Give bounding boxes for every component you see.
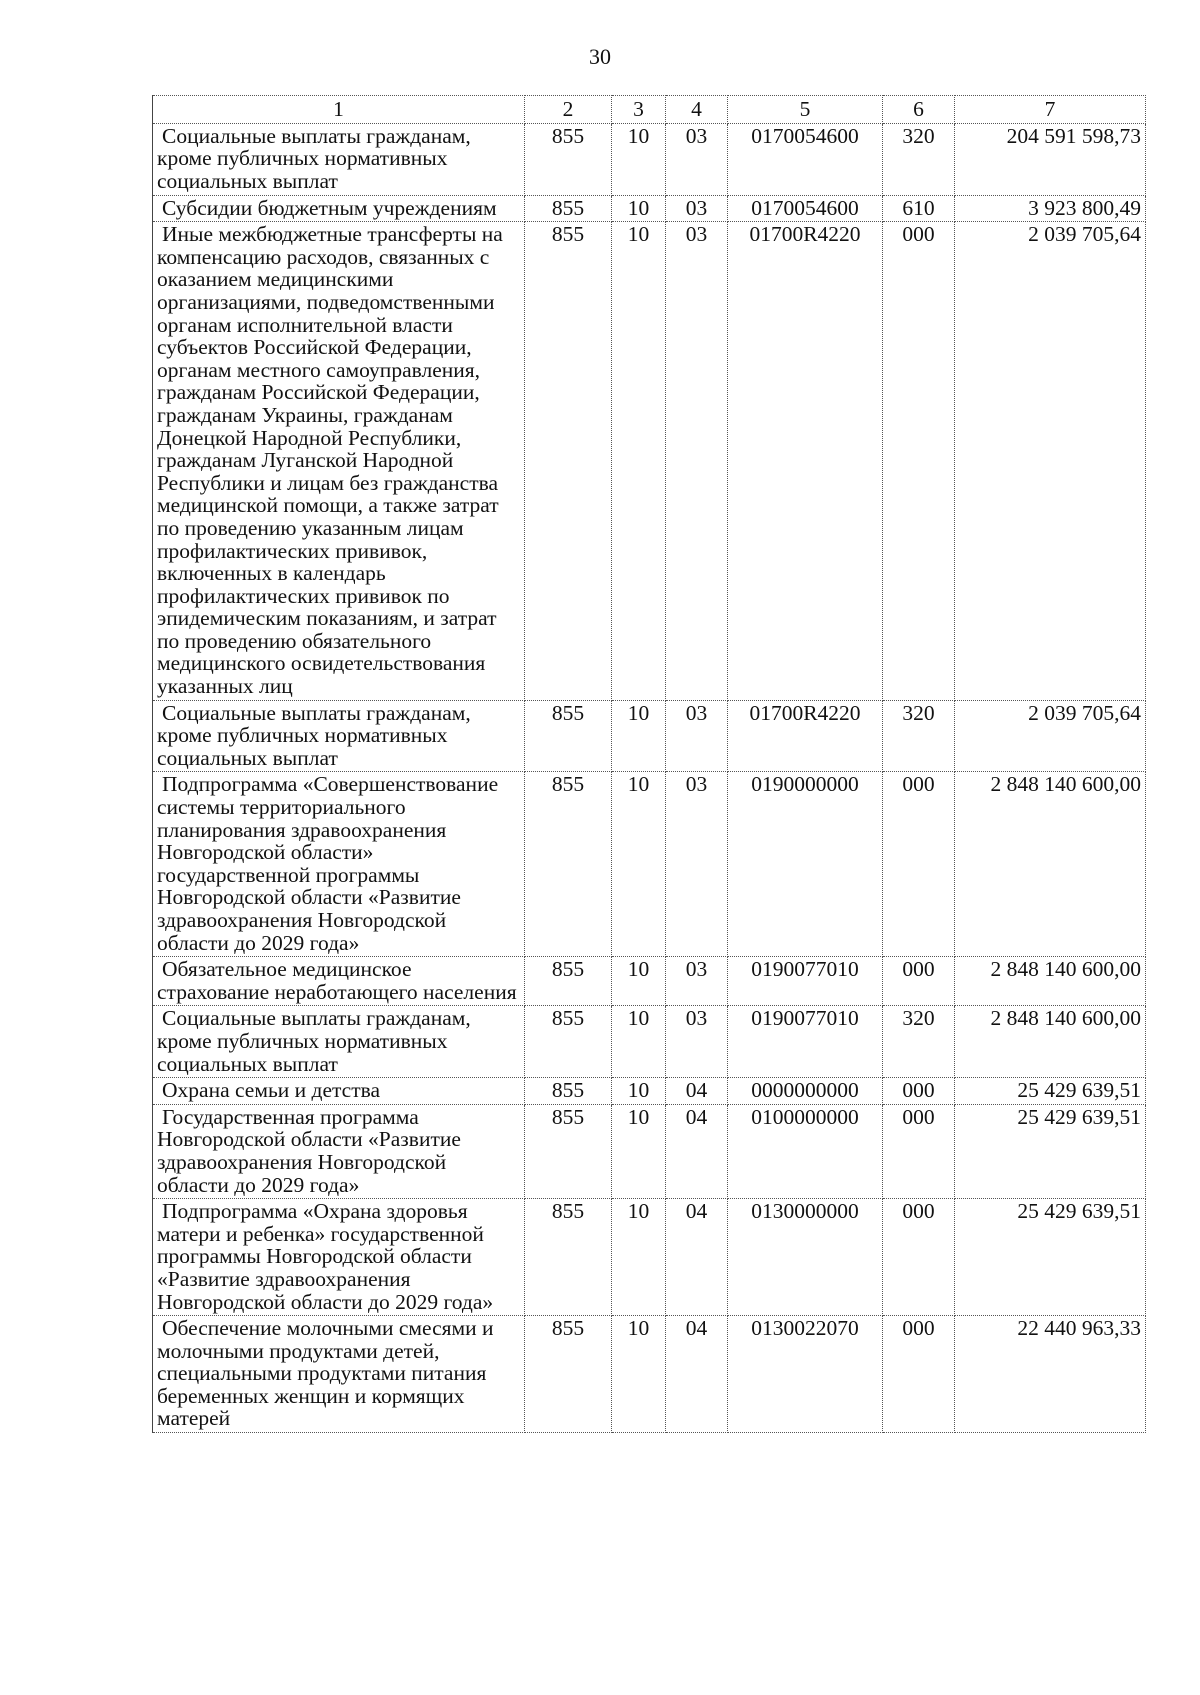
table-row: [153, 1078, 1146, 1105]
target-article-code: 01700R4220: [728, 222, 883, 700]
column-header-1: 1: [153, 96, 525, 124]
ved-code: 855: [525, 195, 612, 222]
column-header-2: 2: [525, 96, 612, 124]
table-row: [153, 1199, 1146, 1316]
header-row: [153, 96, 1146, 124]
table-row: [153, 772, 1146, 957]
table-body: [153, 123, 1146, 1432]
ved-code: 855: [525, 1078, 612, 1105]
section-code: 10: [612, 957, 666, 1006]
amount: 25 429 639,51: [955, 1199, 1146, 1316]
amount: 25 429 639,51: [955, 1078, 1146, 1105]
ved-code: 855: [525, 222, 612, 700]
target-article-code: 0000000000: [728, 1078, 883, 1105]
subsection-code: 03: [666, 700, 728, 772]
ved-code: 855: [525, 957, 612, 1006]
target-article-code: 0170054600: [728, 123, 883, 195]
amount: 3 923 800,49: [955, 195, 1146, 222]
row-name: Подпрограмма «Совершенствование системы территориального планирования здравоохранения Новгородской области» государственной программы Новгородской области «Развитие здравоохранения Новгородской области до 2029 года»: [157, 772, 499, 955]
row-name: Социальные выплаты гражданам, кроме публичных нормативных социальных выплат: [157, 1006, 471, 1076]
ved-code: 855: [525, 772, 612, 957]
target-article-code: 01700R4220: [728, 700, 883, 772]
target-article-code: 0130000000: [728, 1199, 883, 1316]
target-article-code: 0190077010: [728, 957, 883, 1006]
table-row: [153, 1006, 1146, 1078]
amount: 2 848 140 600,00: [955, 1006, 1146, 1078]
expense-type-code: 000: [883, 1316, 955, 1433]
row-name: Государственная программа Новгородской области «Развитие здравоохранения Новгородской области до 2029 года»: [157, 1104, 461, 1197]
target-article-code: 0100000000: [728, 1104, 883, 1198]
row-name: Социальные выплаты гражданам, кроме публичных нормативных социальных выплат: [157, 700, 471, 770]
column-header-7: 7: [955, 96, 1146, 124]
subsection-code: 03: [666, 195, 728, 222]
row-name: Обеспечение молочными смесями и молочными продуктами детей, специальными продуктами питания беременных женщин и кормящих матерей: [157, 1316, 494, 1431]
expense-type-code: 000: [883, 1078, 955, 1105]
ved-code: 855: [525, 1006, 612, 1078]
ved-code: 855: [525, 1316, 612, 1433]
section-code: 10: [612, 1006, 666, 1078]
subsection-code: 03: [666, 957, 728, 1006]
subsection-code: 04: [666, 1104, 728, 1198]
budget-table: [152, 95, 1146, 1433]
table-row: [153, 1104, 1146, 1198]
table-row: [153, 1316, 1146, 1433]
expense-type-code: 000: [883, 222, 955, 700]
subsection-code: 03: [666, 772, 728, 957]
table-row: [153, 700, 1146, 772]
ved-code: 855: [525, 1104, 612, 1198]
section-code: 10: [612, 1199, 666, 1316]
ved-code: 855: [525, 700, 612, 772]
subsection-code: 04: [666, 1316, 728, 1433]
column-header-6: 6: [883, 96, 955, 124]
expense-type-code: 000: [883, 957, 955, 1006]
row-name: Охрана семьи и детства: [162, 1078, 381, 1103]
amount: 204 591 598,73: [955, 123, 1146, 195]
amount: 2 848 140 600,00: [955, 957, 1146, 1006]
expense-type-code: 610: [883, 195, 955, 222]
row-name: Обязательное медицинское страхование неработающего населения: [157, 957, 517, 1004]
expense-type-code: 000: [883, 1104, 955, 1198]
subsection-code: 03: [666, 123, 728, 195]
section-code: 10: [612, 195, 666, 222]
subsection-code: 04: [666, 1078, 728, 1105]
expense-type-code: 000: [883, 1199, 955, 1316]
amount: 2 039 705,64: [955, 700, 1146, 772]
page-number: 30: [589, 44, 611, 69]
column-header-5: 5: [728, 96, 883, 124]
subsection-code: 03: [666, 1006, 728, 1078]
expense-type-code: 320: [883, 700, 955, 772]
target-article-code: 0190077010: [728, 1006, 883, 1078]
section-code: 10: [612, 700, 666, 772]
table-row: [153, 195, 1146, 222]
row-name: Подпрограмма «Охрана здоровья матери и ребенка» государственной программы Новгородской области «Развитие здравоохранения Новгородской области до 2029 года»: [157, 1199, 494, 1314]
expense-type-code: 320: [883, 1006, 955, 1078]
section-code: 10: [612, 123, 666, 195]
table-row: [153, 123, 1146, 195]
target-article-code: 0170054600: [728, 195, 883, 222]
subsection-code: 04: [666, 1199, 728, 1316]
ved-code: 855: [525, 1199, 612, 1316]
table-row: [153, 222, 1146, 700]
section-code: 10: [612, 1078, 666, 1105]
column-header-4: 4: [666, 96, 728, 124]
ved-code: 855: [525, 123, 612, 195]
row-name: Социальные выплаты гражданам, кроме публичных нормативных социальных выплат: [157, 123, 471, 193]
amount: 2 039 705,64: [955, 222, 1146, 700]
expense-type-code: 000: [883, 772, 955, 957]
target-article-code: 0190000000: [728, 772, 883, 957]
table-row: [153, 957, 1146, 1006]
subsection-code: 03: [666, 222, 728, 700]
row-name: Иные межбюджетные трансферты на компенсацию расходов, связанных с оказанием медицинскими организациями, подведомственными органам исполнительной власти субъектов Российской Федерации, органам местного самоуправления, гражданам Российской Федерации, гражданам Украины, гражданам Донецкой Народной Республики, гражданам Луганской Народной Республики и лицам без гражданства медицинской помощи, а также затрат по проведению указанным лицам профилактических прививок, включенных в календарь профилактических прививок по эпидемическим показаниям, и затрат по проведению обязательного медицинского освидетельствования указанных лиц: [157, 222, 503, 699]
section-code: 10: [612, 1104, 666, 1198]
amount: 22 440 963,33: [955, 1316, 1146, 1433]
section-code: 10: [612, 772, 666, 957]
expense-type-code: 320: [883, 123, 955, 195]
column-header-3: 3: [612, 96, 666, 124]
amount: 2 848 140 600,00: [955, 772, 1146, 957]
row-name: Субсидии бюджетным учреждениям: [162, 195, 497, 220]
section-code: 10: [612, 1316, 666, 1433]
amount: 25 429 639,51: [955, 1104, 1146, 1198]
target-article-code: 0130022070: [728, 1316, 883, 1433]
section-code: 10: [612, 222, 666, 700]
